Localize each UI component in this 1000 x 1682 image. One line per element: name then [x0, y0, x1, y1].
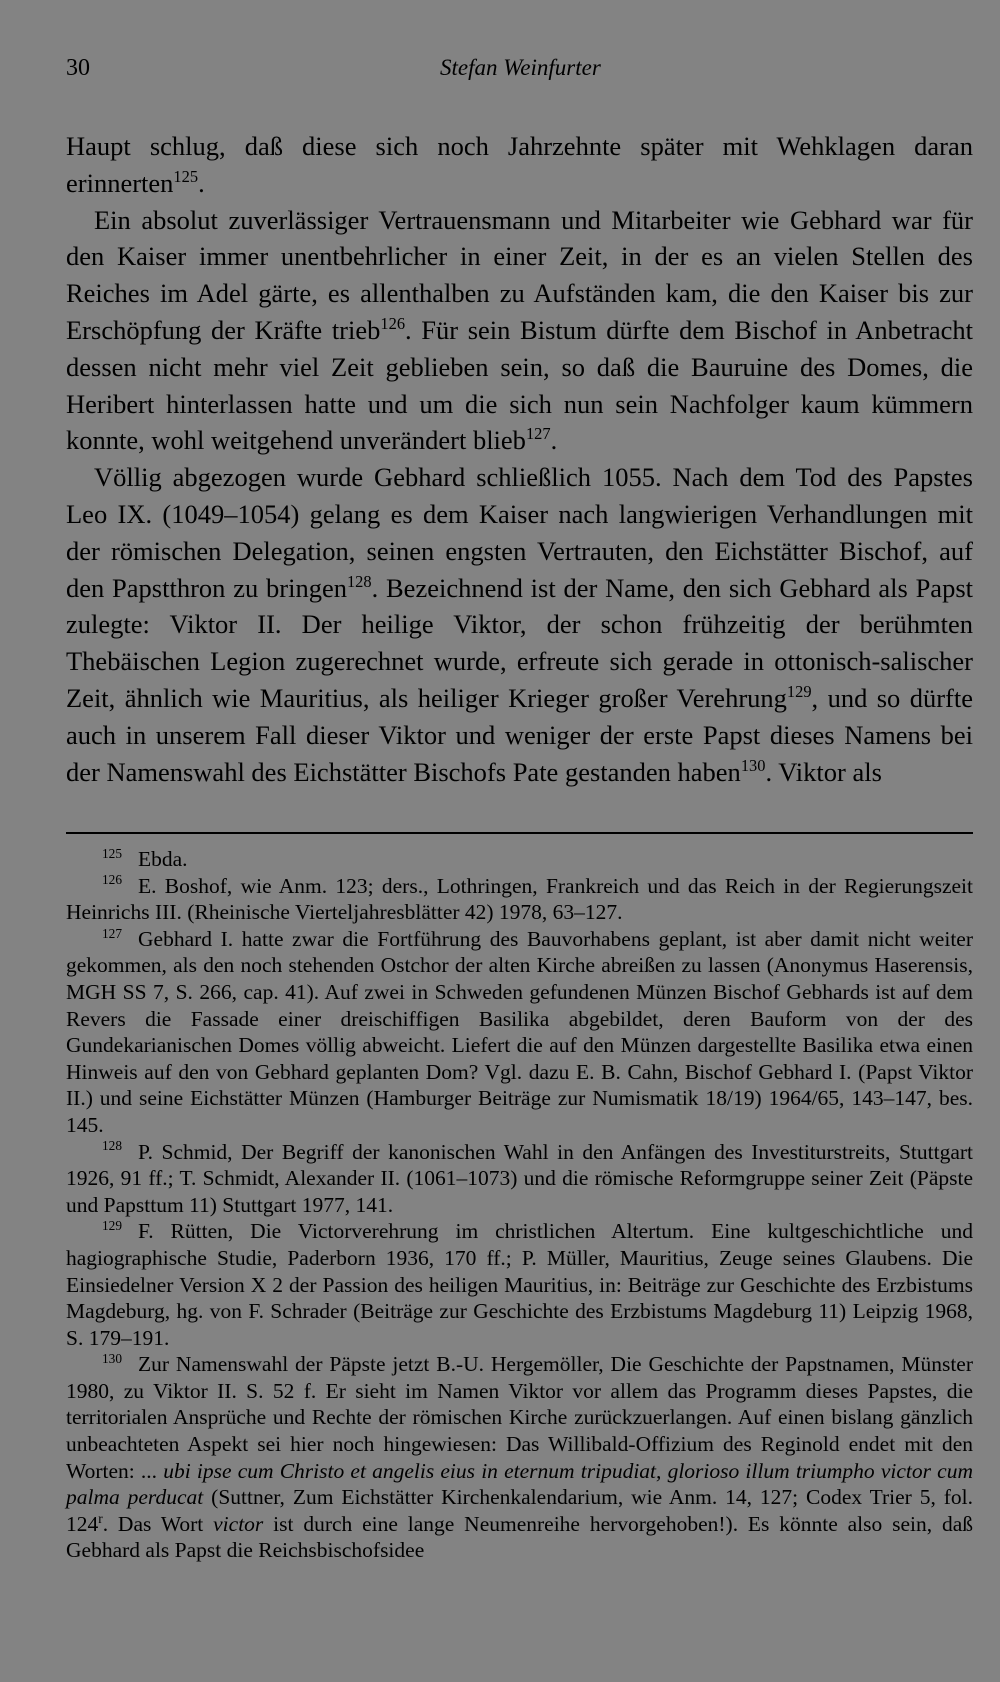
footnote-126: $^{126}$ E. Boshof, wie Anm. 123; ders., Lothringen, Frankreich und das Reich in der Regierungszeit Heinrichs III. (Rheinische Vierteljahresblätter 42) 1978, 63–127. — [66, 872, 973, 925]
footnotes — [66, 846, 973, 1564]
footnote-text: Gebhard I. hatte zwar die Fortführung des Bauvorhabens geplant, ist aber damit nicht weiter gekommen, als den noch stehenden Ostchor der alten Kirche abreißen zu lassen (Anonymus Haserensis, MGH SS 7, S. 266, cap. 41). Auf zwei in Schweden gefundenen Münzen Bischof Gebhards ist auf dem Revers die Fassade einer dreischiffigen Basilika abgebildet, deren Bauform von der des Gundekarianischen Domes völlig abweicht. Liefert die auf den Münzen dargestellte Basilika etwa einen Hinweis auf den von Gebhard geplanten Dom? Vgl. dazu E. B. Cahn, Bischof Gebhard I. (Papst Viktor II.) und seine Eichstätter Münzen (Hamburger Beiträge zur Numismatik 18/19) 1964/65, 143–147, bes. 145. — [66, 926, 973, 1137]
footnote-ref-128: 128 — [346, 571, 372, 591]
paragraph-2-text-1: Ein absolut zuverlässiger Vertrauensmann und Mitarbeiter wie Gebhard war für den Kaiser immer unentbehrlicher in einer Zeit, in der es an vielen Stellen des Reiches im Adel gärte, es allenthalben zu Aufständen kam, die den Kaiser bis zur Erschöpfung der Kräfte trieb — [66, 204, 973, 345]
footnote-128: $^{128}$ P. Schmid, Der Begriff der kanonischen Wahl in den Anfängen des Investiturstreits, Stuttgart 1926, 91 ff.; T. Schmidt, Alexander II. (1061–1073) und die römische Reformgruppe seiner Zeit (Päpste und Papsttum 11) Stuttgart 1977, 141. — [66, 1138, 973, 1217]
footnote-text-1: Zur Namenswahl der Päpste jetzt B.-U. Hergemöller, Die Geschichte der Papstnamen, Münster 1980, zu Viktor II. S. 52 f. Er sieht im Namen Viktor vor allem das Programm dieses Papstes, die territorialen Ansprüche und Rechte der römischen Kirche zurückzuerlangen. Auf einen bislang gänzlich unbeachteten Aspekt sei hier noch hingewiesen: Das Willibald-Offizium des Reginold endet mit den Worten: ... — [66, 1352, 973, 1483]
footnote-divider — [66, 832, 973, 834]
paragraph-3-text-1: Völlig abgezogen wurde Gebhard schließlich 1055. Nach dem Tod des Papstes Leo IX. (1049–1054) gelang es dem Kaiser nach langwierigen Verhandlungen mit der römischen Delegation, seinen engsten Vertrauten, den Eichstätter Bischof, auf den Papstthron zu bringen — [66, 462, 973, 603]
footnote-text-2: (Suttner, Zum Eichstätter Kirchenkalendarium, wie Anm. 14, 127; Codex Trier 5, fol. 124 — [66, 1485, 973, 1536]
paragraph-1 — [66, 128, 973, 202]
paragraph-3-text-2: . Bezeichnend ist der Name, den sich Gebhard als Papst zulegte: Viktor II. Der heilige Viktor, der schon frühzeitig der berühmten Thebäischen Legion zugerechnet wurde, erfreute sich gerade in ottonisch-salischer Zeit, ähnlich wie Mauritius, als heiliger Krieger großer Verehrung — [66, 572, 973, 713]
footnote-ref-126: 126 — [380, 314, 406, 334]
latin-quote: ubi ipse cum Christo et angelis eius in eternum tripudiat, glorioso illum triumpho victor cum palma perducat — [66, 1458, 973, 1510]
footnote-text: F. Rütten, Die Victorverehrung im christlichen Altertum. Eine kultgeschichtliche und hagiographische Studie, Paderborn 1936, 170 ff.; P. Müller, Mauritius, Zeuge seines Glaubens. Die Einsiedelner Version X 2 der Passion des heiligen Mauritius, in: Beiträge zur Geschichte des Erzbistums Magdeburg, hg. von F. Schrader (Beiträge zur Geschichte des Erzbistums Magdeburg 11) Leipzig 1968, S. 179–191. — [66, 1219, 973, 1350]
page-header — [66, 55, 973, 89]
folio-superscript: r — [98, 1510, 103, 1526]
footnote-ref-125: 125 — [173, 166, 199, 186]
footnote-ref-127: 127 — [525, 424, 551, 444]
body-text — [66, 128, 973, 790]
paragraph-3 — [66, 459, 973, 790]
footnote-text: P. Schmid, Der Begriff der kanonischen Wahl in den Anfängen des Investiturstreits, Stuttgart 1926, 91 ff.; T. Schmidt, Alexander II. (1061–1073) und die römische Reformgruppe seiner Zeit (Päpste und Papsttum 11) Stuttgart 1977, 141. — [66, 1139, 973, 1217]
footnote-text: Ebda. — [138, 847, 188, 871]
footnote-text: E. Boshof, wie Anm. 123; ders., Lothringen, Frankreich und das Reich in der Regierungszeit Heinrichs III. (Rheinische Vierteljahresblätter 42) 1978, 63–127. — [66, 873, 973, 925]
footnote-ref-129: 129 — [786, 682, 812, 702]
running-head: Stefan Weinfurter — [440, 55, 601, 80]
paragraph-1-text: Haupt schlug, daß diese sich noch Jahrzehnte später mit Wehklagen daran erinnerten — [66, 131, 973, 198]
page-number: 30 — [66, 55, 90, 81]
paragraph-2 — [66, 202, 973, 460]
footnote-129: $^{129}$ F. Rütten, Die Victorverehrung im christlichen Altertum. Eine kultgeschichtliche und hagiographische Studie, Paderborn 1936, 170 ff.; P. Müller, Mauritius, Zeuge seines Glaubens. Die Einsiedelner Version X 2 der Passion des heiligen Mauritius, in: Beiträge zur Geschichte des Erzbistums Magdeburg, hg. von F. Schrader (Beiträge zur Geschichte des Erzbistums Magdeburg 11) Leipzig 1968, S. 179–191. — [66, 1218, 973, 1350]
paragraph-3-text-4: . Viktor als — [765, 756, 882, 787]
footnote-125: $^{125}$ Ebda. — [102, 845, 188, 871]
footnote-ref-130: 130 — [740, 755, 766, 775]
footnote-text-4: ist durch eine lange Neumenreihe hervorgehoben!). Es könnte also sein, daß Gebhard als Papst die Reichsbischofsidee — [66, 1511, 974, 1563]
footnote-130: $^{130}$ Zur Namenswahl der Päpste jetzt B.-U. Hergemöller, Die Geschichte der Papstnamen, Münster 1980, zu Viktor II. S. 52 f. Er sieht im Namen Viktor vor allem das Programm dieses Papstes, die territorialen Ansprüche und Rechte der römischen Kirche zurückzuerlangen. Auf einen bislang gänzlich unbeachteten Aspekt sei hier noch hingewiesen: Das Willibald-Offizium des Reginold endet mit den Worten: ... ubi ipse cum Christo et angelis eius in eternum tripudiat, glorioso illum triumpho victor cum palma perducat (Suttner, Zum Eichstätter Kirchenkalendarium, wie Anm. 14, 127; Codex Trier 5, fol. 124$^r$. Das Wort victor ist durch eine lange Neumenreihe hervorgehoben!). Es könnte also sein, daß Gebhard als Papst die Reichsbischofsidee — [66, 1351, 974, 1563]
paragraph-2-text-3: . — [550, 425, 558, 456]
paragraph-2-text-2: . Für sein Bistum dürfte dem Bischof in Anbetracht dessen nicht mehr viel Zeit geblieben sein, so daß die Bauruine des Domes, die Heribert hinterlassen hatte und um die sich nun sein Nachfolger kaum kümmern konnte, wohl weitgehend unverändert blieb — [66, 314, 973, 456]
italic-word: victor — [213, 1511, 264, 1536]
paragraph-1-end: . — [198, 167, 205, 198]
footnote-text-3: . Das Wort — [102, 1511, 204, 1536]
paragraph-3-text-3: , und so dürfte auch in unserem Fall dieser Viktor und weniger der erste Papst dieses Namens bei der Namenswahl des Eichstätter Bischofs Pate gestanden haben — [66, 682, 973, 787]
footnote-127: $^{127}$ Gebhard I. hatte zwar die Fortführung des Bauvorhabens geplant, ist aber damit nicht weiter gekommen, als den noch stehenden Ostchor der alten Kirche abreißen zu lassen (Anonymus Haserensis, MGH SS 7, S. 266, cap. 41). Auf zwei in Schweden gefundenen Münzen Bischof Gebhards ist auf dem Revers die Fassade einer dreischiffigen Basilika abgebildet, deren Bauform von der des Gundekarianischen Domes völlig abweicht. Liefert die auf den Münzen dargestellte Basilika etwa einen Hinweis auf den von Gebhard geplanten Dom? Vgl. dazu E. B. Cahn, Bischof Gebhard I. (Papst Viktor II.) und seine Eichstätter Münzen (Hamburger Beiträge zur Numismatik 18/19) 1964/65, 143–147, bes. 145. — [66, 925, 973, 1137]
